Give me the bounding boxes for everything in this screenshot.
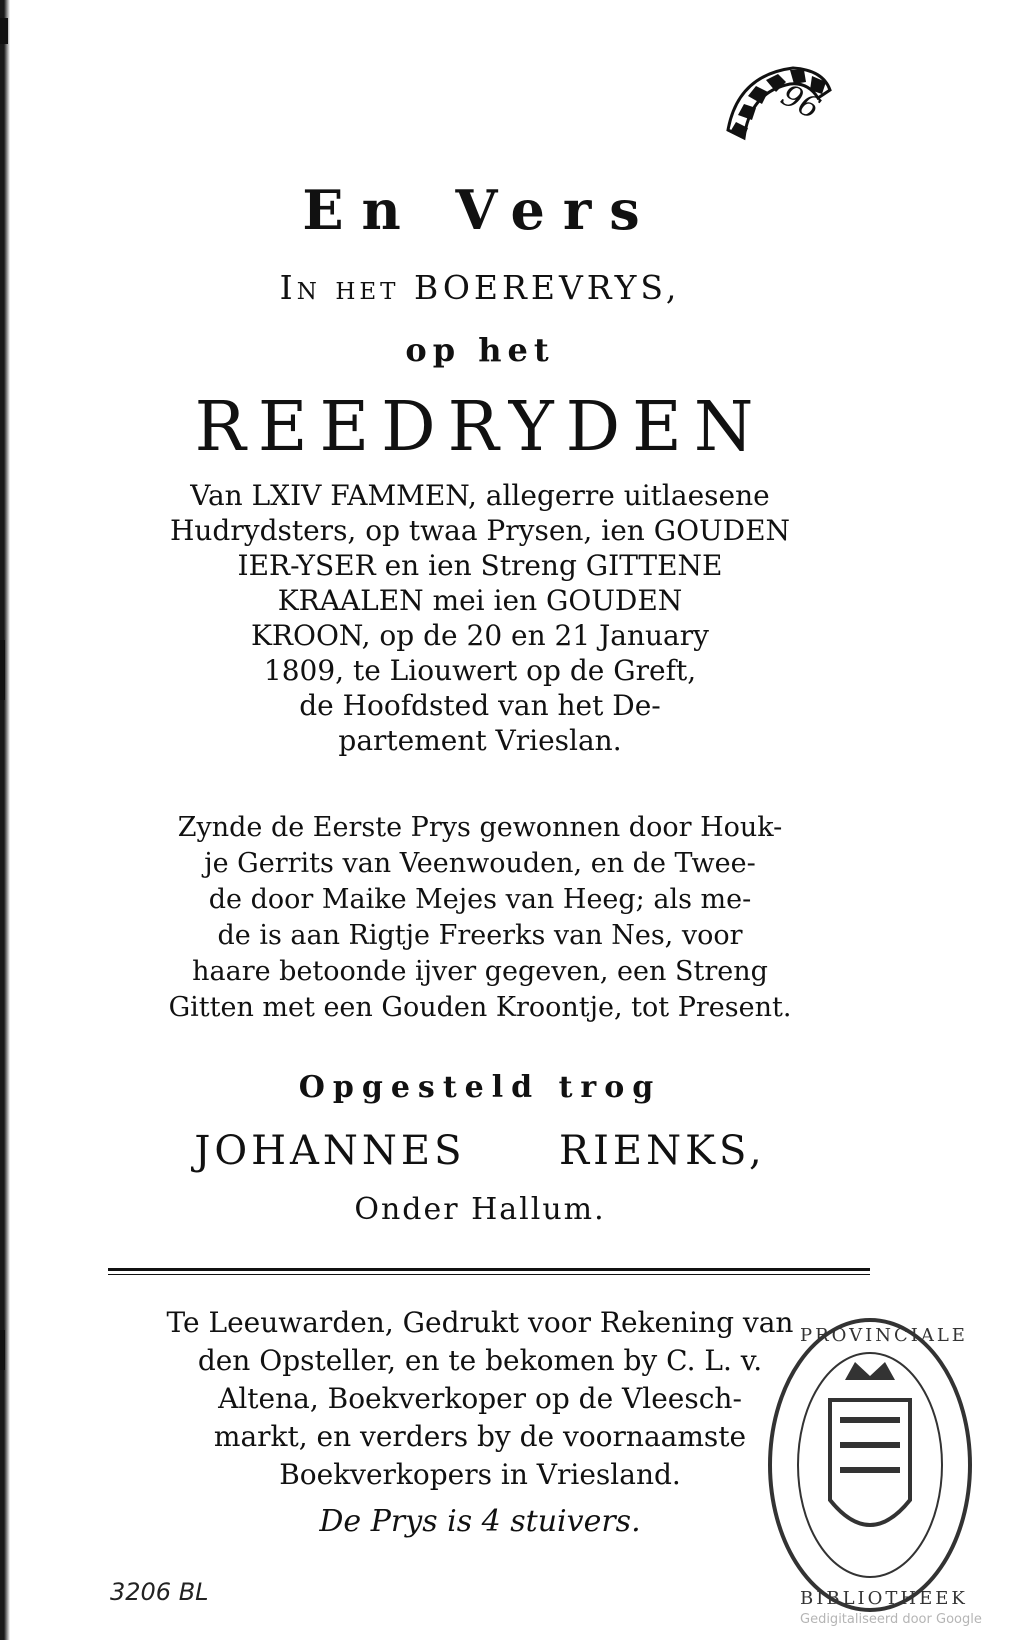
description-line: IER-YSER en ien Streng GITTENE [237,549,723,582]
imprint-line: Boekverkopers in Vriesland. [279,1458,681,1491]
edge-mark [0,1330,5,1370]
description-line: Hudrydsters, op twaa Prysen, ien GOUDEN [169,514,791,547]
prize-line: Zynde de Eerste Prys gewonnen door Houk- [177,812,783,843]
prize-line: de is aan Rigtje Freerks van Nes, voor [217,920,743,951]
description-line: Van LXIV FAMMEN, allegerre uitlaesene [190,479,770,512]
edge-mark [0,18,8,44]
price-line: De Prys is 4 stuivers. [319,1504,641,1539]
imprint-line: markt, en verders by de voornaamste [213,1420,747,1453]
prize-line: je Gerrits van Veenwouden, en de Twee- [204,848,756,879]
imprint-block [90,1304,870,1494]
description-line: KRAALEN mei ien GOUDEN [277,584,683,617]
description-line: KROON, op de 20 en 21 January [251,619,709,652]
prize-line: de door Maike Mejes van Heeg; als me- [208,884,752,915]
op-het-line: op het [405,331,555,369]
divider-rule [108,1268,870,1271]
author-name [90,1125,870,1177]
shelfmark: 3206 BL [110,1578,209,1606]
prize-line: haare betoonde ijver gegeven, een Streng [192,956,768,987]
library-stamp-top-text: PROVINCIALE [800,1325,968,1346]
imprint-line: Te Leeuwarden, Gedrukt voor Rekening van [166,1306,794,1339]
description-line: de Hoofdsted van het De- [299,689,661,722]
main-title: REEDRYDEN [194,388,766,467]
library-stamp-icon [760,1310,980,1620]
prize-paragraph [90,810,870,1026]
imprint-line: Altena, Boekverkoper op de Vleesch- [218,1382,742,1415]
description-line: partement Vrieslan. [338,724,622,757]
description-block [90,478,870,758]
imprint-line: den Opsteller, en te bekomen by C. L. v. [197,1344,763,1377]
seal-number: 96 [775,77,826,127]
boerevrys-line: In het BOEREVRYS, [279,268,681,307]
author-first-name: JOHANNES [194,1128,466,1174]
edge-mark [0,640,5,700]
author-place: Onder Hallum. [354,1192,606,1227]
digitization-watermark: Gedigitaliseerd door Google [800,1612,982,1627]
genre-title: En Vers [302,178,658,242]
author-last-name: RIENKS, [558,1128,766,1174]
prize-line: Gitten met een Gouden Kroontje, tot Present. [168,992,792,1023]
opgesteld-line: Opgesteld trog [298,1070,662,1105]
divider-rule-thin [108,1274,870,1275]
book-spine-edge [0,0,14,1640]
library-stamp-bottom-text: BIBLIOTHEEK [800,1588,968,1609]
description-line: 1809, te Liouwert op de Greft, [263,654,697,687]
